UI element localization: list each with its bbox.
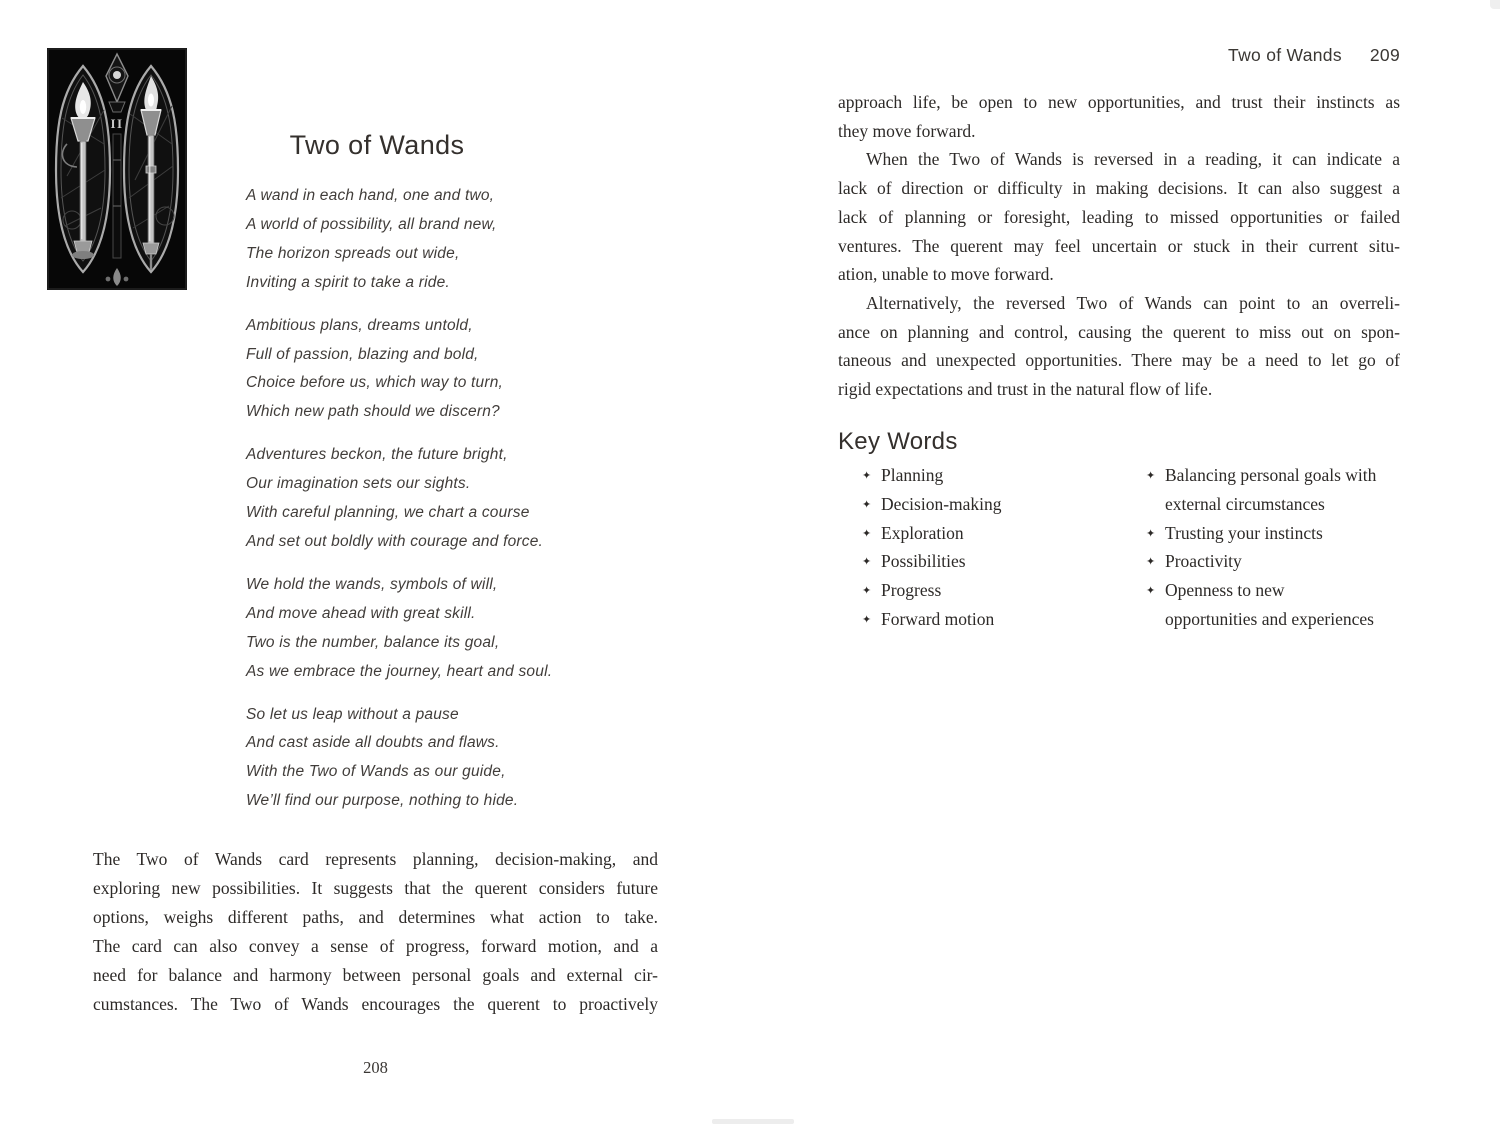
paragraph-line: ventures. The querent may feel uncertain or stuck in their current situ- <box>838 235 1400 256</box>
paragraph-line: exploring new possibilities. It suggests that the querent considers future <box>93 877 658 898</box>
poem-stanza <box>246 441 566 557</box>
diamond-bullet-icon: ✦ <box>862 584 872 598</box>
paragraph-line: Alternatively, the reversed Two of Wands can point to an overreli- <box>866 292 1400 313</box>
paragraph-line: cumstances. The Two of Wands encourages the querent to proactively <box>93 993 658 1014</box>
diamond-bullet-icon: ✦ <box>862 555 872 569</box>
keyword-text: external circumstances <box>1165 493 1325 514</box>
card-description-paragraph <box>93 845 658 1018</box>
poem-stanza <box>246 571 566 687</box>
keyword-text: Exploration <box>881 522 964 543</box>
poem-stanza <box>246 312 566 428</box>
keyword-item <box>1146 576 1406 605</box>
poem-line: So let us leap without a pause <box>246 705 459 723</box>
keyword-text: Decision-making <box>881 493 1002 514</box>
keywords-heading: Key Words <box>838 428 958 455</box>
keyword-item <box>862 519 1134 548</box>
paragraph-line: When the Two of Wands is reversed in a reading, it can indicate a <box>866 149 1400 170</box>
keyword-text: Openness to new <box>1165 580 1285 601</box>
keywords-column-left <box>862 461 1134 634</box>
paragraph-line: approach life, be open to new opportunities, and trust their instincts as <box>838 92 1400 112</box>
diamond-bullet-icon: ✦ <box>862 612 872 626</box>
card-poem <box>246 182 566 830</box>
diamond-bullet-icon: ✦ <box>1146 469 1156 482</box>
poem-line: With careful planning, we chart a course <box>246 504 530 522</box>
running-header <box>838 45 1400 66</box>
paragraph-line: ance on planning and control, causing the querent to miss out on spon- <box>838 321 1400 342</box>
diamond-bullet-icon: ✦ <box>862 469 872 482</box>
poem-line: Choice before us, which way to turn, <box>246 374 504 392</box>
keyword-item <box>1146 547 1406 576</box>
paragraph-line: rigid expectations and trust in the natural flow of life. <box>838 379 1213 400</box>
chapter-title: Two of Wands <box>289 130 465 160</box>
two-of-wands-card-art <box>47 48 187 290</box>
scan-corner-mark <box>1490 0 1500 9</box>
keyword-item <box>1146 519 1406 548</box>
poem-line: We hold the wands, symbols of will, <box>246 575 498 593</box>
keyword-item-continuation <box>1146 605 1406 634</box>
poem-line: With the Two of Wands as our guide, <box>246 763 506 781</box>
keyword-text: Possibilities <box>881 551 966 572</box>
diamond-bullet-icon: ✦ <box>862 526 872 540</box>
keyword-text: Planning <box>881 465 944 485</box>
poem-line: Our imagination sets our sights. <box>246 475 471 493</box>
paragraph-line: lack of direction or difficulty in making decisions. It can also suggest a <box>838 178 1400 199</box>
keyword-item <box>862 547 1134 576</box>
keyword-item <box>862 490 1134 519</box>
poem-line: A wand in each hand, one and two, <box>246 187 495 204</box>
keyword-item <box>862 605 1134 634</box>
keyword-text: Progress <box>881 580 942 601</box>
paragraph-line: ation, unable to move forward. <box>838 264 1054 285</box>
poem-line: Ambitious plans, dreams untold, <box>246 316 473 334</box>
poem-line: Which new path should we discern? <box>246 403 500 421</box>
poem-line: And cast aside all doubts and flaws. <box>246 734 500 752</box>
paragraph-line: taneous and unexpected opportunities. There may be a need to let go of <box>838 350 1400 371</box>
paragraph-line: The card can also convey a sense of progress, forward motion, and a <box>93 935 658 956</box>
keywords-column-right <box>1146 461 1406 634</box>
paragraph-line: The Two of Wands card represents planning, decision-making, and <box>93 849 658 869</box>
keyword-text: Forward motion <box>881 608 995 629</box>
poem-line: Inviting a spirit to take a ride. <box>246 273 450 291</box>
card-numeral: II <box>110 116 124 131</box>
keyword-text: Trusting your instincts <box>1165 522 1323 543</box>
keyword-text: Proactivity <box>1165 551 1242 572</box>
keyword-item <box>1146 461 1406 490</box>
poem-stanza <box>246 701 566 817</box>
poem-line: The horizon spreads out wide, <box>246 244 460 262</box>
diamond-bullet-icon: ✦ <box>1146 555 1156 569</box>
poem-line: Two is the number, balance its goal, <box>246 633 500 651</box>
keyword-item <box>862 461 1134 490</box>
keyword-item <box>862 576 1134 605</box>
poem-line: And set out boldly with courage and force. <box>246 532 544 550</box>
poem-line: As we embrace the journey, heart and soul. <box>246 662 553 680</box>
paragraph-line: they move forward. <box>838 120 976 141</box>
diamond-bullet-icon: ✦ <box>1146 584 1156 598</box>
paragraph-line: need for balance and harmony between personal goals and external cir- <box>93 964 658 985</box>
tarot-card-image <box>47 48 187 290</box>
poem-line: Full of passion, blazing and bold, <box>246 345 479 363</box>
paragraph-line: options, weighs different paths, and determines what action to take. <box>93 906 658 927</box>
poem-line: Adventures beckon, the future bright, <box>246 446 508 464</box>
keyword-item-continuation <box>1146 490 1406 519</box>
poem-line: We’ll find our purpose, nothing to hide. <box>246 792 519 810</box>
page-number-right: 209 <box>1369 45 1400 65</box>
diamond-bullet-icon: ✦ <box>862 497 872 511</box>
page-number-left: 208 <box>363 1058 388 1077</box>
paragraph-line: lack of planning or foresight, leading to missed opportunities or failed <box>838 206 1400 227</box>
keyword-text: Balancing personal goals with <box>1165 465 1377 485</box>
body-text <box>838 88 1400 404</box>
diamond-bullet-icon: ✦ <box>1146 526 1156 540</box>
poem-line: A world of possibility, all brand new, <box>246 215 497 233</box>
poem-line: And move ahead with great skill. <box>246 604 476 622</box>
running-header-title: Two of Wands <box>1228 45 1342 65</box>
keyword-text: opportunities and experiences <box>1165 608 1374 629</box>
poem-stanza <box>246 182 566 298</box>
scan-smudge <box>712 1119 794 1124</box>
